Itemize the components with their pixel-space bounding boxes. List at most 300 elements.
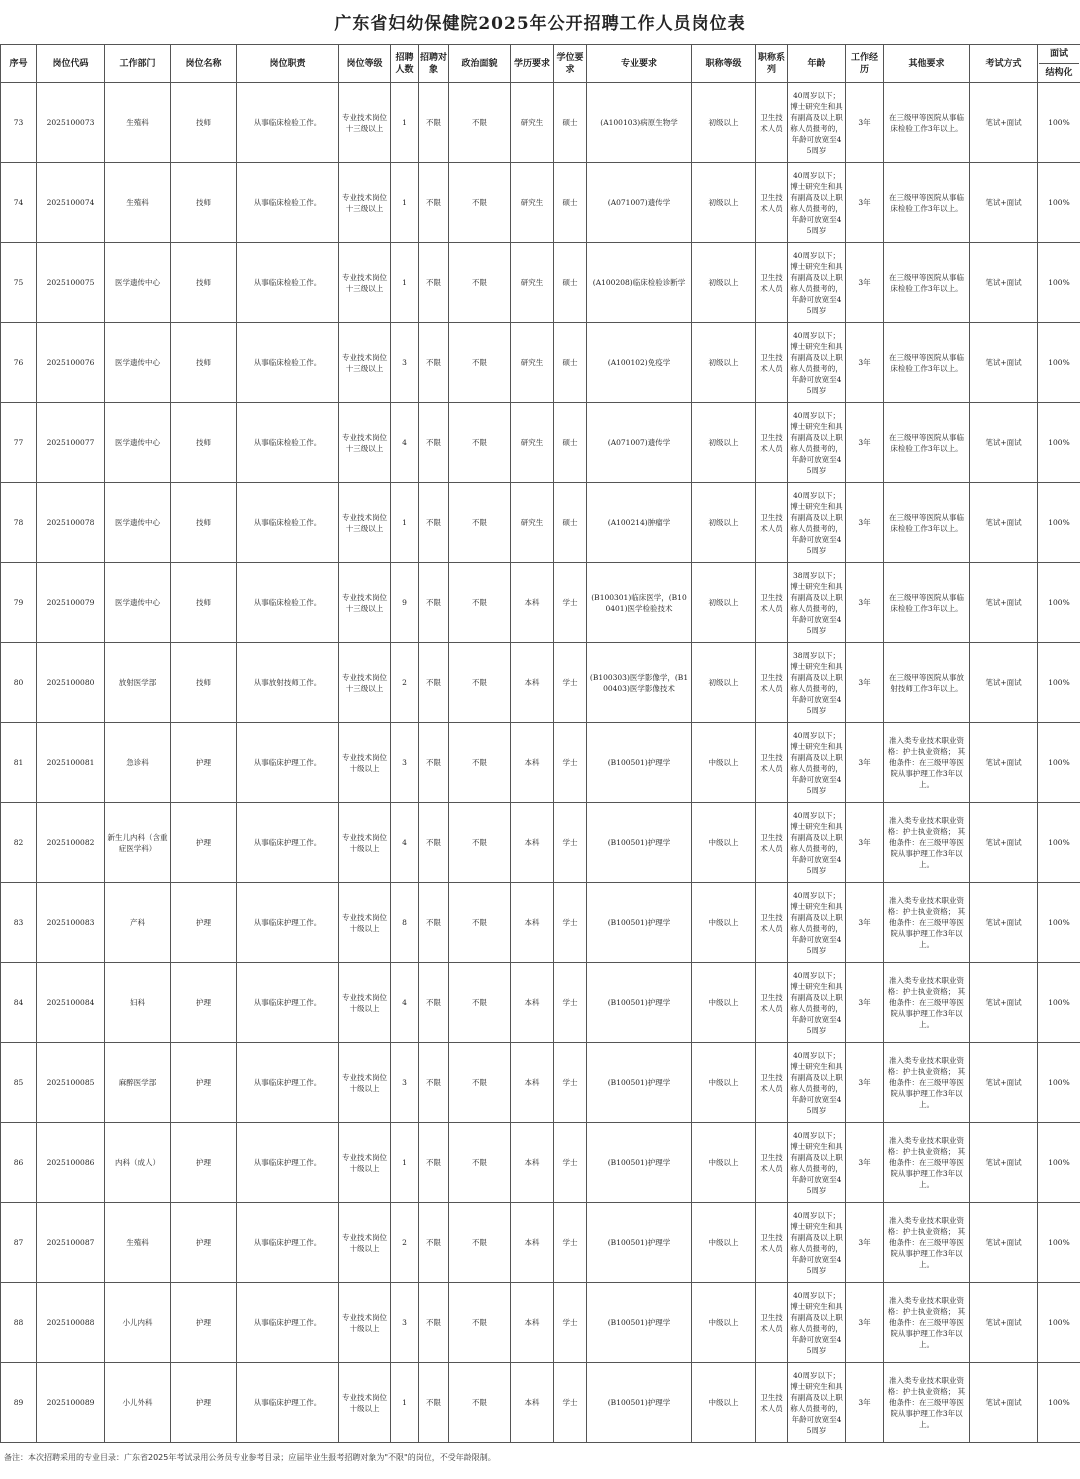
cell-target: 不限 bbox=[419, 1363, 449, 1443]
header-count: 招聘人数 bbox=[391, 45, 419, 83]
cell-dept: 生殖科 bbox=[105, 1203, 171, 1283]
cell-dept: 医学遗传中心 bbox=[105, 243, 171, 323]
cell-level: 专业技术岗位十三级以上 bbox=[339, 323, 391, 403]
cell-major: (B100301)临床医学，(B100401)医学检验技术 bbox=[587, 563, 692, 643]
header-title-level: 职称等级 bbox=[692, 45, 756, 83]
cell-title-level: 初级以上 bbox=[692, 403, 756, 483]
cell-duty: 从事临床检验工作。 bbox=[237, 163, 339, 243]
cell-age: 40周岁以下；博士研究生和具有副高及以上职称人员报考的，年龄可放宽至45周岁 bbox=[788, 1123, 846, 1203]
cell-exam: 笔试+面试 bbox=[970, 1203, 1038, 1283]
cell-title-level: 初级以上 bbox=[692, 483, 756, 563]
cell-count: 3 bbox=[391, 723, 419, 803]
cell-degree: 硕士 bbox=[554, 83, 587, 163]
cell-target: 不限 bbox=[419, 243, 449, 323]
cell-code: 2025100074 bbox=[37, 163, 105, 243]
cell-count: 2 bbox=[391, 643, 419, 723]
cell-duty: 从事临床护理工作。 bbox=[237, 883, 339, 963]
header-interview bbox=[1038, 45, 1080, 83]
cell-age: 40周岁以下；博士研究生和具有副高及以上职称人员报考的，年龄可放宽至45周岁 bbox=[788, 723, 846, 803]
cell-interview: 100% bbox=[1038, 963, 1080, 1043]
cell-degree: 学士 bbox=[554, 563, 587, 643]
cell-seq: 85 bbox=[1, 1043, 37, 1123]
cell-major: (A100208)临床检验诊断学 bbox=[587, 243, 692, 323]
cell-duty: 从事临床检验工作。 bbox=[237, 483, 339, 563]
cell-duty: 从事临床检验工作。 bbox=[237, 403, 339, 483]
cell-major: (A071007)遗传学 bbox=[587, 403, 692, 483]
cell-other: 在三级甲等医院从事临床检验工作3年以上。 bbox=[884, 403, 970, 483]
cell-other: 在三级甲等医院从事临床检验工作3年以上。 bbox=[884, 83, 970, 163]
cell-major: (A100102)免疫学 bbox=[587, 323, 692, 403]
cell-code: 2025100073 bbox=[37, 83, 105, 163]
cell-exam: 笔试+面试 bbox=[970, 963, 1038, 1043]
cell-other: 准入类专业技术职业资格：护士执业资格； 其他条件：在三级甲等医院从事护理工作3年以上。 bbox=[884, 1043, 970, 1123]
cell-duty: 从事临床检验工作。 bbox=[237, 83, 339, 163]
cell-title-series: 卫生技术人员 bbox=[756, 323, 788, 403]
header-name: 岗位名称 bbox=[171, 45, 237, 83]
cell-duty: 从事临床检验工作。 bbox=[237, 243, 339, 323]
cell-title-series: 卫生技术人员 bbox=[756, 1203, 788, 1283]
cell-title-series: 卫生技术人员 bbox=[756, 1283, 788, 1363]
cell-degree: 学士 bbox=[554, 1123, 587, 1203]
cell-exam: 笔试+面试 bbox=[970, 323, 1038, 403]
cell-major: (A071007)遗传学 bbox=[587, 163, 692, 243]
table-row bbox=[1, 1043, 1080, 1123]
page-title: 广东省妇幼保健院2025年公开招聘工作人员岗位表 bbox=[334, 14, 746, 34]
cell-age: 40周岁以下；博士研究生和具有副高及以上职称人员报考的，年龄可放宽至45周岁 bbox=[788, 883, 846, 963]
cell-age: 40周岁以下；博士研究生和具有副高及以上职称人员报考的，年龄可放宽至45周岁 bbox=[788, 243, 846, 323]
table-row bbox=[1, 403, 1080, 483]
cell-dept: 内科（成人） bbox=[105, 1123, 171, 1203]
cell-dept: 麻醉医学部 bbox=[105, 1043, 171, 1123]
cell-dept: 医学遗传中心 bbox=[105, 563, 171, 643]
cell-politics: 不限 bbox=[449, 1363, 511, 1443]
cell-count: 8 bbox=[391, 883, 419, 963]
cell-target: 不限 bbox=[419, 1043, 449, 1123]
cell-other: 准入类专业技术职业资格：护士执业资格； 其他条件：在三级甲等医院从事护理工作3年以上。 bbox=[884, 1203, 970, 1283]
cell-other: 准入类专业技术职业资格：护士执业资格； 其他条件：在三级甲等医院从事护理工作3年以上。 bbox=[884, 723, 970, 803]
cell-degree: 学士 bbox=[554, 1203, 587, 1283]
cell-title-series: 卫生技术人员 bbox=[756, 803, 788, 883]
cell-edu: 本科 bbox=[511, 1203, 554, 1283]
cell-major: (B100501)护理学 bbox=[587, 1283, 692, 1363]
cell-name: 技师 bbox=[171, 483, 237, 563]
job-positions-table bbox=[0, 44, 1080, 1443]
cell-politics: 不限 bbox=[449, 563, 511, 643]
cell-dept: 生殖科 bbox=[105, 83, 171, 163]
cell-title-series: 卫生技术人员 bbox=[756, 403, 788, 483]
cell-level: 专业技术岗位十级以上 bbox=[339, 1363, 391, 1443]
cell-politics: 不限 bbox=[449, 83, 511, 163]
cell-title-level: 初级以上 bbox=[692, 323, 756, 403]
cell-target: 不限 bbox=[419, 1283, 449, 1363]
cell-target: 不限 bbox=[419, 83, 449, 163]
cell-major: (A100214)肿瘤学 bbox=[587, 483, 692, 563]
cell-seq: 84 bbox=[1, 963, 37, 1043]
cell-count: 1 bbox=[391, 243, 419, 323]
cell-code: 2025100079 bbox=[37, 563, 105, 643]
table-row bbox=[1, 883, 1080, 963]
cell-seq: 78 bbox=[1, 483, 37, 563]
cell-edu: 本科 bbox=[511, 723, 554, 803]
cell-dept: 新生儿内科（含重症医学科） bbox=[105, 803, 171, 883]
cell-title-level: 中级以上 bbox=[692, 1363, 756, 1443]
cell-title-level: 中级以上 bbox=[692, 723, 756, 803]
cell-title-series: 卫生技术人员 bbox=[756, 1123, 788, 1203]
cell-level: 专业技术岗位十级以上 bbox=[339, 1203, 391, 1283]
cell-count: 3 bbox=[391, 1043, 419, 1123]
cell-major: (B100501)护理学 bbox=[587, 1363, 692, 1443]
cell-target: 不限 bbox=[419, 883, 449, 963]
cell-exam: 笔试+面试 bbox=[970, 403, 1038, 483]
cell-experience: 3年 bbox=[846, 1283, 884, 1363]
cell-exam: 笔试+面试 bbox=[970, 83, 1038, 163]
cell-other: 准入类专业技术职业资格：护士执业资格； 其他条件：在三级甲等医院从事护理工作3年以上。 bbox=[884, 963, 970, 1043]
cell-dept: 医学遗传中心 bbox=[105, 403, 171, 483]
cell-duty: 从事临床护理工作。 bbox=[237, 1283, 339, 1363]
cell-edu: 研究生 bbox=[511, 403, 554, 483]
cell-code: 2025100085 bbox=[37, 1043, 105, 1123]
header-interview-label: 面试 bbox=[1039, 45, 1079, 64]
cell-count: 4 bbox=[391, 963, 419, 1043]
cell-age: 38周岁以下；博士研究生和具有副高及以上职称人员报考的，年龄可放宽至45周岁 bbox=[788, 643, 846, 723]
cell-age: 40周岁以下；博士研究生和具有副高及以上职称人员报考的，年龄可放宽至45周岁 bbox=[788, 1043, 846, 1123]
cell-experience: 3年 bbox=[846, 963, 884, 1043]
table-row bbox=[1, 1283, 1080, 1363]
cell-seq: 82 bbox=[1, 803, 37, 883]
cell-level: 专业技术岗位十三级以上 bbox=[339, 403, 391, 483]
cell-count: 1 bbox=[391, 83, 419, 163]
cell-level: 专业技术岗位十级以上 bbox=[339, 1123, 391, 1203]
cell-level: 专业技术岗位十级以上 bbox=[339, 1043, 391, 1123]
cell-major: (A100103)病原生物学 bbox=[587, 83, 692, 163]
cell-politics: 不限 bbox=[449, 963, 511, 1043]
cell-degree: 硕士 bbox=[554, 163, 587, 243]
cell-target: 不限 bbox=[419, 1203, 449, 1283]
cell-edu: 本科 bbox=[511, 1283, 554, 1363]
cell-major: (B100501)护理学 bbox=[587, 1203, 692, 1283]
cell-duty: 从事临床护理工作。 bbox=[237, 1363, 339, 1443]
cell-other: 在三级甲等医院从事放射技师工作3年以上。 bbox=[884, 643, 970, 723]
cell-experience: 3年 bbox=[846, 83, 884, 163]
cell-experience: 3年 bbox=[846, 1043, 884, 1123]
cell-other: 在三级甲等医院从事临床检验工作3年以上。 bbox=[884, 483, 970, 563]
cell-dept: 医学遗传中心 bbox=[105, 323, 171, 403]
cell-dept: 小儿外科 bbox=[105, 1363, 171, 1443]
cell-other: 准入类专业技术职业资格：护士执业资格； 其他条件：在三级甲等医院从事护理工作3年以上。 bbox=[884, 1283, 970, 1363]
cell-name: 技师 bbox=[171, 643, 237, 723]
cell-degree: 学士 bbox=[554, 1363, 587, 1443]
cell-name: 护理 bbox=[171, 883, 237, 963]
cell-experience: 3年 bbox=[846, 723, 884, 803]
cell-other: 准入类专业技术职业资格：护士执业资格； 其他条件：在三级甲等医院从事护理工作3年以上。 bbox=[884, 883, 970, 963]
cell-major: (B100501)护理学 bbox=[587, 723, 692, 803]
cell-code: 2025100080 bbox=[37, 643, 105, 723]
cell-count: 4 bbox=[391, 803, 419, 883]
header-exam: 考试方式 bbox=[970, 45, 1038, 83]
cell-dept: 急诊科 bbox=[105, 723, 171, 803]
cell-exam: 笔试+面试 bbox=[970, 243, 1038, 323]
cell-other: 在三级甲等医院从事临床检验工作3年以上。 bbox=[884, 243, 970, 323]
cell-target: 不限 bbox=[419, 963, 449, 1043]
cell-level: 专业技术岗位十级以上 bbox=[339, 803, 391, 883]
cell-title-series: 卫生技术人员 bbox=[756, 883, 788, 963]
cell-age: 40周岁以下；博士研究生和具有副高及以上职称人员报考的，年龄可放宽至45周岁 bbox=[788, 1203, 846, 1283]
cell-name: 技师 bbox=[171, 163, 237, 243]
cell-edu: 本科 bbox=[511, 563, 554, 643]
cell-level: 专业技术岗位十级以上 bbox=[339, 1283, 391, 1363]
table-row bbox=[1, 563, 1080, 643]
cell-exam: 笔试+面试 bbox=[970, 643, 1038, 723]
cell-target: 不限 bbox=[419, 1123, 449, 1203]
header-degree: 学位要求 bbox=[554, 45, 587, 83]
cell-title-series: 卫生技术人员 bbox=[756, 963, 788, 1043]
cell-interview: 100% bbox=[1038, 1283, 1080, 1363]
cell-edu: 研究生 bbox=[511, 243, 554, 323]
cell-count: 4 bbox=[391, 403, 419, 483]
cell-politics: 不限 bbox=[449, 723, 511, 803]
cell-exam: 笔试+面试 bbox=[970, 723, 1038, 803]
cell-duty: 从事临床护理工作。 bbox=[237, 723, 339, 803]
cell-title-level: 中级以上 bbox=[692, 1123, 756, 1203]
cell-edu: 研究生 bbox=[511, 163, 554, 243]
cell-code: 2025100081 bbox=[37, 723, 105, 803]
cell-politics: 不限 bbox=[449, 643, 511, 723]
cell-title-level: 初级以上 bbox=[692, 163, 756, 243]
cell-politics: 不限 bbox=[449, 403, 511, 483]
cell-major: (B100303)医学影像学，(B100403)医学影像技术 bbox=[587, 643, 692, 723]
cell-politics: 不限 bbox=[449, 163, 511, 243]
cell-duty: 从事临床护理工作。 bbox=[237, 963, 339, 1043]
cell-experience: 3年 bbox=[846, 323, 884, 403]
cell-edu: 研究生 bbox=[511, 323, 554, 403]
cell-title-level: 中级以上 bbox=[692, 803, 756, 883]
cell-title-series: 卫生技术人员 bbox=[756, 243, 788, 323]
cell-age: 38周岁以下；博士研究生和具有副高及以上职称人员报考的，年龄可放宽至45周岁 bbox=[788, 563, 846, 643]
cell-experience: 3年 bbox=[846, 643, 884, 723]
cell-target: 不限 bbox=[419, 643, 449, 723]
cell-name: 技师 bbox=[171, 563, 237, 643]
cell-title-level: 中级以上 bbox=[692, 963, 756, 1043]
cell-age: 40周岁以下；博士研究生和具有副高及以上职称人员报考的，年龄可放宽至45周岁 bbox=[788, 163, 846, 243]
cell-experience: 3年 bbox=[846, 403, 884, 483]
cell-seq: 79 bbox=[1, 563, 37, 643]
cell-exam: 笔试+面试 bbox=[970, 1283, 1038, 1363]
header-interview-structured: 结构化 bbox=[1045, 68, 1073, 78]
cell-title-level: 初级以上 bbox=[692, 563, 756, 643]
cell-interview: 100% bbox=[1038, 723, 1080, 803]
cell-exam: 笔试+面试 bbox=[970, 1043, 1038, 1123]
cell-seq: 88 bbox=[1, 1283, 37, 1363]
cell-politics: 不限 bbox=[449, 323, 511, 403]
cell-experience: 3年 bbox=[846, 1203, 884, 1283]
table-row bbox=[1, 723, 1080, 803]
cell-age: 40周岁以下；博士研究生和具有副高及以上职称人员报考的，年龄可放宽至45周岁 bbox=[788, 963, 846, 1043]
cell-target: 不限 bbox=[419, 403, 449, 483]
footnote: 备注：本次招聘采用的专业目录：广东省2025年考试录用公务员专业参考目录；应届毕业生报考招聘对象为"不限"的岗位，不受年龄限制。 bbox=[4, 1453, 496, 1462]
cell-code: 2025100076 bbox=[37, 323, 105, 403]
cell-experience: 3年 bbox=[846, 243, 884, 323]
header-code: 岗位代码 bbox=[37, 45, 105, 83]
cell-name: 护理 bbox=[171, 1123, 237, 1203]
cell-level: 专业技术岗位十三级以上 bbox=[339, 83, 391, 163]
header-dept: 工作部门 bbox=[105, 45, 171, 83]
table-body bbox=[1, 83, 1080, 1443]
cell-target: 不限 bbox=[419, 163, 449, 243]
cell-degree: 学士 bbox=[554, 643, 587, 723]
cell-level: 专业技术岗位十三级以上 bbox=[339, 563, 391, 643]
cell-experience: 3年 bbox=[846, 163, 884, 243]
cell-title-series: 卫生技术人员 bbox=[756, 563, 788, 643]
cell-code: 2025100082 bbox=[37, 803, 105, 883]
cell-count: 2 bbox=[391, 1203, 419, 1283]
cell-name: 技师 bbox=[171, 83, 237, 163]
cell-duty: 从事临床检验工作。 bbox=[237, 563, 339, 643]
cell-other: 准入类专业技术职业资格：护士执业资格； 其他条件：在三级甲等医院从事护理工作3年以上。 bbox=[884, 1363, 970, 1443]
cell-code: 2025100078 bbox=[37, 483, 105, 563]
cell-other: 准入类专业技术职业资格：护士执业资格； 其他条件：在三级甲等医院从事护理工作3年以上。 bbox=[884, 1123, 970, 1203]
cell-level: 专业技术岗位十三级以上 bbox=[339, 643, 391, 723]
cell-target: 不限 bbox=[419, 563, 449, 643]
cell-interview: 100% bbox=[1038, 1203, 1080, 1283]
cell-name: 技师 bbox=[171, 243, 237, 323]
cell-age: 40周岁以下；博士研究生和具有副高及以上职称人员报考的，年龄可放宽至45周岁 bbox=[788, 403, 846, 483]
cell-interview: 100% bbox=[1038, 83, 1080, 163]
cell-level: 专业技术岗位十级以上 bbox=[339, 883, 391, 963]
cell-edu: 本科 bbox=[511, 963, 554, 1043]
cell-seq: 73 bbox=[1, 83, 37, 163]
cell-code: 2025100086 bbox=[37, 1123, 105, 1203]
cell-count: 3 bbox=[391, 1283, 419, 1363]
header-target: 招聘对象 bbox=[419, 45, 449, 83]
cell-dept: 生殖科 bbox=[105, 163, 171, 243]
cell-level: 专业技术岗位十级以上 bbox=[339, 963, 391, 1043]
cell-level: 专业技术岗位十三级以上 bbox=[339, 163, 391, 243]
cell-edu: 本科 bbox=[511, 803, 554, 883]
cell-title-series: 卫生技术人员 bbox=[756, 643, 788, 723]
cell-code: 2025100084 bbox=[37, 963, 105, 1043]
table-row bbox=[1, 643, 1080, 723]
cell-interview: 100% bbox=[1038, 243, 1080, 323]
cell-politics: 不限 bbox=[449, 1123, 511, 1203]
header-duty: 岗位职责 bbox=[237, 45, 339, 83]
cell-code: 2025100088 bbox=[37, 1283, 105, 1363]
cell-edu: 本科 bbox=[511, 883, 554, 963]
cell-other: 在三级甲等医院从事临床检验工作3年以上。 bbox=[884, 563, 970, 643]
cell-count: 3 bbox=[391, 323, 419, 403]
cell-code: 2025100075 bbox=[37, 243, 105, 323]
cell-duty: 从事临床护理工作。 bbox=[237, 1043, 339, 1123]
cell-major: (B100501)护理学 bbox=[587, 963, 692, 1043]
cell-age: 40周岁以下；博士研究生和具有副高及以上职称人员报考的，年龄可放宽至45周岁 bbox=[788, 323, 846, 403]
cell-name: 护理 bbox=[171, 1283, 237, 1363]
cell-level: 专业技术岗位十级以上 bbox=[339, 723, 391, 803]
cell-count: 1 bbox=[391, 163, 419, 243]
cell-count: 9 bbox=[391, 563, 419, 643]
cell-name: 护理 bbox=[171, 723, 237, 803]
cell-exam: 笔试+面试 bbox=[970, 883, 1038, 963]
cell-dept: 产科 bbox=[105, 883, 171, 963]
cell-age: 40周岁以下；博士研究生和具有副高及以上职称人员报考的，年龄可放宽至45周岁 bbox=[788, 83, 846, 163]
cell-duty: 从事临床护理工作。 bbox=[237, 803, 339, 883]
cell-degree: 硕士 bbox=[554, 323, 587, 403]
cell-age: 40周岁以下；博士研究生和具有副高及以上职称人员报考的，年龄可放宽至45周岁 bbox=[788, 483, 846, 563]
cell-experience: 3年 bbox=[846, 1363, 884, 1443]
cell-exam: 笔试+面试 bbox=[970, 803, 1038, 883]
cell-interview: 100% bbox=[1038, 163, 1080, 243]
cell-exam: 笔试+面试 bbox=[970, 483, 1038, 563]
cell-name: 护理 bbox=[171, 1363, 237, 1443]
cell-experience: 3年 bbox=[846, 803, 884, 883]
header-title-series: 职称系列 bbox=[756, 45, 788, 83]
cell-seq: 75 bbox=[1, 243, 37, 323]
cell-major: (B100501)护理学 bbox=[587, 1123, 692, 1203]
cell-seq: 87 bbox=[1, 1203, 37, 1283]
cell-level: 专业技术岗位十三级以上 bbox=[339, 483, 391, 563]
cell-edu: 本科 bbox=[511, 1043, 554, 1123]
cell-name: 技师 bbox=[171, 403, 237, 483]
cell-degree: 硕士 bbox=[554, 403, 587, 483]
cell-duty: 从事临床检验工作。 bbox=[237, 323, 339, 403]
cell-title-level: 中级以上 bbox=[692, 883, 756, 963]
cell-interview: 100% bbox=[1038, 563, 1080, 643]
cell-seq: 81 bbox=[1, 723, 37, 803]
cell-degree: 硕士 bbox=[554, 243, 587, 323]
cell-title-level: 初级以上 bbox=[692, 83, 756, 163]
cell-interview: 100% bbox=[1038, 643, 1080, 723]
header-seq: 序号 bbox=[1, 45, 37, 83]
cell-exam: 笔试+面试 bbox=[970, 163, 1038, 243]
cell-degree: 学士 bbox=[554, 803, 587, 883]
cell-title-series: 卫生技术人员 bbox=[756, 723, 788, 803]
cell-seq: 86 bbox=[1, 1123, 37, 1203]
cell-degree: 学士 bbox=[554, 723, 587, 803]
table-row bbox=[1, 83, 1080, 163]
table-header-row bbox=[1, 45, 1080, 83]
header-level: 岗位等级 bbox=[339, 45, 391, 83]
cell-code: 2025100087 bbox=[37, 1203, 105, 1283]
cell-interview: 100% bbox=[1038, 883, 1080, 963]
cell-title-series: 卫生技术人员 bbox=[756, 483, 788, 563]
table-row bbox=[1, 1123, 1080, 1203]
table-row bbox=[1, 1203, 1080, 1283]
cell-seq: 80 bbox=[1, 643, 37, 723]
cell-politics: 不限 bbox=[449, 803, 511, 883]
cell-interview: 100% bbox=[1038, 483, 1080, 563]
cell-edu: 研究生 bbox=[511, 483, 554, 563]
cell-title-series: 卫生技术人员 bbox=[756, 83, 788, 163]
cell-seq: 74 bbox=[1, 163, 37, 243]
cell-degree: 学士 bbox=[554, 883, 587, 963]
cell-age: 40周岁以下；博士研究生和具有副高及以上职称人员报考的，年龄可放宽至45周岁 bbox=[788, 1283, 846, 1363]
cell-duty: 从事临床护理工作。 bbox=[237, 1123, 339, 1203]
table-row bbox=[1, 963, 1080, 1043]
cell-age: 40周岁以下；博士研究生和具有副高及以上职称人员报考的，年龄可放宽至45周岁 bbox=[788, 1363, 846, 1443]
cell-other: 准入类专业技术职业资格：护士执业资格； 其他条件：在三级甲等医院从事护理工作3年以上。 bbox=[884, 803, 970, 883]
cell-interview: 100% bbox=[1038, 803, 1080, 883]
cell-target: 不限 bbox=[419, 483, 449, 563]
cell-interview: 100% bbox=[1038, 1363, 1080, 1443]
cell-interview: 100% bbox=[1038, 403, 1080, 483]
table-row bbox=[1, 163, 1080, 243]
cell-title-level: 初级以上 bbox=[692, 643, 756, 723]
cell-dept: 医学遗传中心 bbox=[105, 483, 171, 563]
cell-seq: 89 bbox=[1, 1363, 37, 1443]
cell-title-series: 卫生技术人员 bbox=[756, 163, 788, 243]
cell-interview: 100% bbox=[1038, 1043, 1080, 1123]
cell-edu: 本科 bbox=[511, 1363, 554, 1443]
table-row bbox=[1, 1363, 1080, 1443]
header-major: 专业要求 bbox=[587, 45, 692, 83]
